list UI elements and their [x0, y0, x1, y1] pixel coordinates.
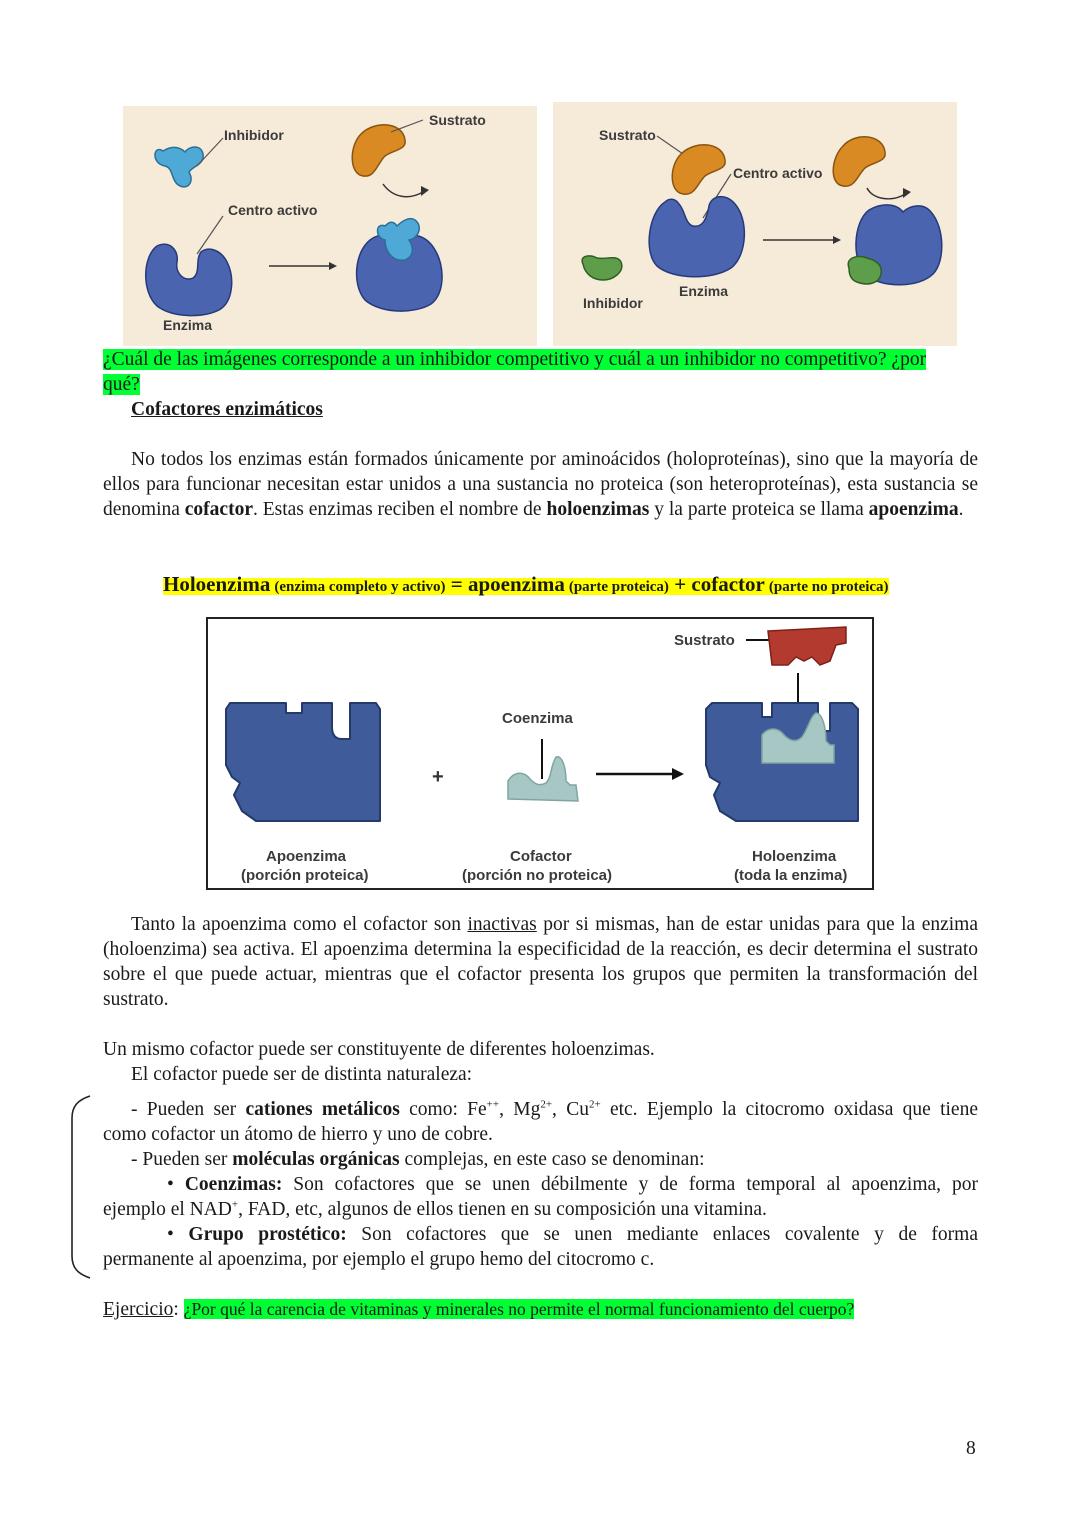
figure-noncompetitive-inhibition — [553, 102, 957, 346]
holoenzyme-formula: Holoenzima (enzima completo y activo) = apoenzima (parte proteica) + cofactor (parte no proteica) — [163, 572, 889, 596]
prosthetic-line-1: • Grupo prostético: Son cofactores que se unen mediante enlaces covalente y de forma — [167, 1224, 978, 1245]
enzyme-label: Enzima — [679, 283, 729, 299]
coenzymes-line-2: ejemplo el NAD+, FAD, etc, algunos de ellos tienen en su composición una vitamina. — [103, 1198, 767, 1220]
substrate-label: Sustrato — [429, 112, 486, 128]
holoenzyme-subtitle: (toda la enzima) — [734, 867, 848, 884]
figure-competitive-inhibition — [123, 106, 537, 346]
organic-line: - Pueden ser moléculas orgánicas complejas, en este caso se denominan: — [131, 1149, 705, 1170]
enzyme-label: Enzima — [163, 317, 213, 333]
metals-line-1: - Pueden ser cationes metálicos como: Fe++, $Mg^{2+}$, $Cu^{2+}$ etc. Ejemplo la citocromo oxidasa que tiene — [131, 1098, 978, 1120]
inhibitor-label: Inhibidor — [224, 127, 284, 143]
coenzymes-line-1: • Coenzimas: Son cofactores que se unen débilmente y de forma temporal al apoenzima, por — [167, 1174, 978, 1195]
inhibitor-label: Inhibidor — [583, 295, 643, 311]
question-1-line-2: qué? — [103, 374, 140, 395]
section-title: Cofactores enzimáticos — [131, 399, 323, 420]
list-bracket — [66, 1092, 96, 1282]
cofactor-subtitle: (porción no proteica) — [462, 867, 612, 884]
metals-line-2: como cofactor un átomo de hierro y uno de cobre. — [103, 1124, 493, 1145]
active-site-label: Centro activo — [733, 165, 823, 181]
question-1-line-1: ¿Cuál de las imágenes corresponde a un inhibidor competitivo y cuál a un inhibidor no competitivo? ¿por — [103, 349, 927, 370]
apoenzyme-title: Apoenzima — [266, 848, 347, 865]
exercise-line: Ejercicio: ¿Por qué la carencia de vitaminas y minerales no permite el normal funcionamiento del cuerpo? — [103, 1299, 855, 1320]
active-site-label: Centro activo — [228, 202, 318, 218]
page-number: 8 — [966, 1438, 976, 1459]
figure-holoenzyme — [206, 617, 874, 890]
substrate-label: Sustrato — [599, 127, 656, 143]
substrate-label: Sustrato — [674, 632, 735, 649]
apoenzyme-subtitle: (porción proteica) — [241, 867, 369, 884]
prosthetic-line-2: permanente al apoenzima, por ejemplo el grupo hemo del citocromo c. — [103, 1249, 655, 1270]
bracket-path — [72, 1096, 90, 1278]
apoenzyme-shape — [226, 703, 380, 821]
cofactor-nature-line: El cofactor puede ser de distinta naturaleza: — [131, 1064, 473, 1085]
plus-sign: + — [432, 766, 444, 788]
holoenzyme-title: Holoenzima — [752, 848, 837, 865]
cofactor-title: Cofactor — [510, 848, 572, 865]
coenzyme-label: Coenzima — [502, 710, 573, 727]
intro-paragraph: No todos los enzimas están formados únicamente por aminoácidos (holoproteínas), sino que la mayoría de ellos para funcionar necesitan estar unidos a una sustancia no proteica (son heteroproteínas), esta sustancia se denomina cofactor. Estas enzimas reciben el nombre de holoenzimas y la parte proteica se llama apoenzima. — [103, 449, 978, 520]
same-cofactor-line: Un mismo cofactor puede ser constituyente de diferentes holoenzimas. — [103, 1039, 655, 1060]
activity-paragraph: Tanto la apoenzima como el cofactor son inactivas por si mismas, han de estar unidas para que la enzima (holoenzima) sea activa. El apoenzima determina la especificidad de la reacción, es decir determina el sustrato sobre el que puede actuar, mientras que el cofactor presenta los grupos que permiten la transformación del sustrato. — [103, 914, 978, 1010]
